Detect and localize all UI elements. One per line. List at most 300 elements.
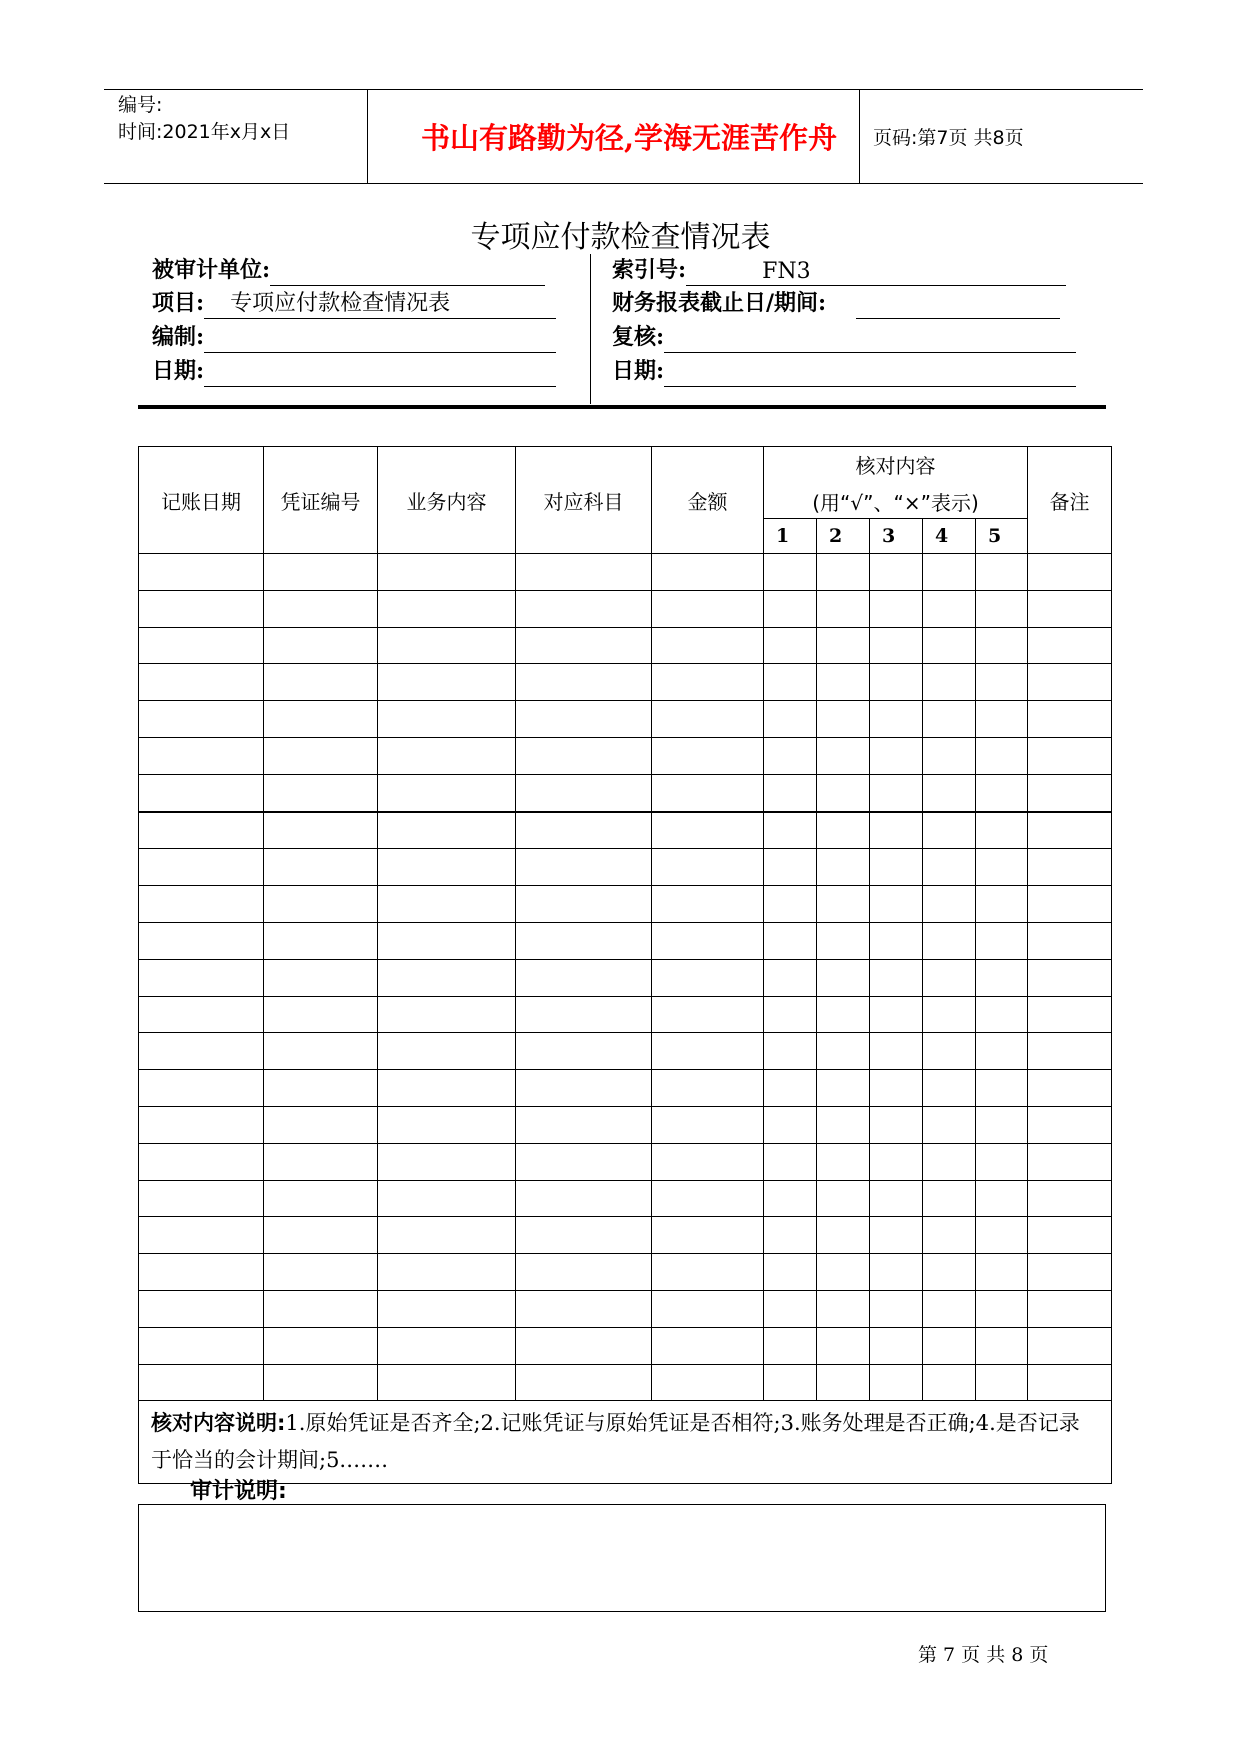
table-cell[interactable] [378,1364,516,1401]
table-cell[interactable] [764,1143,817,1180]
table-cell[interactable] [923,1217,976,1254]
table-cell[interactable] [817,774,870,811]
table-cell[interactable] [870,1364,923,1401]
table-cell[interactable] [516,701,652,738]
table-cell[interactable] [1028,1217,1112,1254]
table-cell[interactable] [870,922,923,959]
table-cell[interactable] [870,1217,923,1254]
table-cell[interactable] [870,1327,923,1364]
table-cell[interactable] [923,886,976,923]
date1-field[interactable] [204,359,556,387]
table-cell[interactable] [976,1033,1028,1070]
table-cell[interactable] [264,849,378,886]
table-cell[interactable] [764,1290,817,1327]
table-cell[interactable] [923,922,976,959]
table-cell[interactable] [139,774,264,811]
table-cell[interactable] [652,1254,764,1291]
table-cell[interactable] [923,1033,976,1070]
table-cell[interactable] [870,664,923,701]
col-check-title: 核对内容 [855,453,936,478]
table-cell[interactable] [264,1290,378,1327]
table-cell[interactable] [1028,1290,1112,1327]
table-cell[interactable] [516,1033,652,1070]
table-cell[interactable] [870,1106,923,1143]
review-label: 复核: [612,324,665,350]
table-cell[interactable] [139,1180,264,1217]
table-cell[interactable] [764,1254,817,1291]
table-cell[interactable] [139,1217,264,1254]
table-cell[interactable] [764,1217,817,1254]
table-cell[interactable] [870,737,923,774]
table-cell[interactable] [652,627,764,664]
table-cell[interactable] [516,849,652,886]
table-cell[interactable] [817,1143,870,1180]
table-cell[interactable] [1028,996,1112,1033]
table-cell[interactable] [378,1106,516,1143]
project-label: 项目: [152,290,205,316]
table-cell[interactable] [870,849,923,886]
table-cell[interactable] [264,590,378,627]
table-cell[interactable] [870,1254,923,1291]
table-cell[interactable] [923,627,976,664]
table-cell[interactable] [264,737,378,774]
table-cell[interactable] [1028,1364,1112,1401]
table-cell[interactable] [976,1327,1028,1364]
table-cell[interactable] [264,1254,378,1291]
table-cell[interactable] [817,627,870,664]
table-cell[interactable] [264,701,378,738]
table-cell[interactable] [1028,1143,1112,1180]
table-cell[interactable] [923,996,976,1033]
table-cell[interactable] [516,1106,652,1143]
table-cell[interactable] [764,1070,817,1107]
table-cell[interactable] [378,1327,516,1364]
info-divider [590,254,591,404]
table-cell[interactable] [139,701,264,738]
table-cell[interactable] [870,1143,923,1180]
table-row [139,1070,1112,1107]
table-cell[interactable] [652,959,764,996]
table-cell[interactable] [976,1217,1028,1254]
table-row [139,1217,1112,1254]
table-cell[interactable] [764,590,817,627]
table-cell[interactable] [923,1327,976,1364]
table-cell[interactable] [516,774,652,811]
table-cell[interactable] [264,774,378,811]
table-cell[interactable] [516,886,652,923]
table-cell[interactable] [264,627,378,664]
table-cell[interactable] [817,1254,870,1291]
table-cell[interactable] [516,590,652,627]
table-row [139,959,1112,996]
review-field[interactable] [664,325,1076,353]
table-cell[interactable] [764,1180,817,1217]
table-cell[interactable] [264,1033,378,1070]
table-cell[interactable] [817,1290,870,1327]
table-cell[interactable] [870,1290,923,1327]
table-cell[interactable] [378,1070,516,1107]
number-label: 编号: [118,94,163,116]
table-cell[interactable] [139,590,264,627]
table-cell[interactable] [976,922,1028,959]
table-cell[interactable] [378,996,516,1033]
col-date: 记账日期 [139,447,264,554]
col-voucher: 凭证编号 [264,447,378,554]
table-cell[interactable] [516,1217,652,1254]
table-cell[interactable] [923,849,976,886]
table-cell[interactable] [516,737,652,774]
time-label: 时间:2021年x月x日 [118,121,291,143]
table-cell[interactable] [139,1143,264,1180]
table-cell[interactable] [1028,922,1112,959]
table-cell[interactable] [1028,812,1112,849]
table-cell[interactable] [378,922,516,959]
table-cell[interactable] [378,590,516,627]
table-cell[interactable] [976,1070,1028,1107]
table-cell[interactable] [870,1070,923,1107]
table-cell[interactable] [378,812,516,849]
table-cell[interactable] [378,664,516,701]
table-cell[interactable] [764,812,817,849]
table-cell[interactable] [378,1180,516,1217]
table-cell[interactable] [817,701,870,738]
table-cell[interactable] [516,922,652,959]
table-cell[interactable] [378,737,516,774]
table-row [139,627,1112,664]
table-cell[interactable] [264,996,378,1033]
table-cell[interactable] [1028,1070,1112,1107]
table-cell[interactable] [264,1106,378,1143]
table-row [139,554,1112,591]
table-cell[interactable] [516,1327,652,1364]
table-cell[interactable] [817,554,870,591]
table-cell[interactable] [139,1290,264,1327]
table-cell[interactable] [652,1070,764,1107]
table-cell[interactable] [976,1106,1028,1143]
table-cell[interactable] [923,1180,976,1217]
table-cell[interactable] [139,1327,264,1364]
project-row [152,289,556,319]
check-table [138,446,1112,1484]
table-cell[interactable] [264,1070,378,1107]
table-cell[interactable] [516,959,652,996]
table-cell[interactable] [923,1106,976,1143]
table-cell[interactable] [1028,737,1112,774]
table-cell[interactable] [139,664,264,701]
table-cell[interactable] [264,922,378,959]
table-cell[interactable] [516,996,652,1033]
table-cell[interactable] [652,812,764,849]
table-cell[interactable] [652,886,764,923]
table-cell[interactable] [378,701,516,738]
table-cell[interactable] [652,1143,764,1180]
table-cell[interactable] [652,1217,764,1254]
table-cell[interactable] [764,664,817,701]
review-row [612,323,1076,353]
table-cell[interactable] [139,1254,264,1291]
table-cell[interactable] [378,886,516,923]
table-cell[interactable] [976,1290,1028,1327]
table-cell[interactable] [764,996,817,1033]
audit-label: 审计说明: [190,1479,287,1504]
table-row [139,849,1112,886]
table-cell[interactable] [1028,1327,1112,1364]
header-page-label: 页码:第7页 共8页 [873,127,1024,149]
table-cell[interactable] [378,849,516,886]
table-cell[interactable] [764,1327,817,1364]
check-num-2: 2 [817,519,870,554]
period-field[interactable] [856,291,1060,319]
table-cell[interactable] [652,1033,764,1070]
table-cell[interactable] [764,886,817,923]
table-cell[interactable] [870,1180,923,1217]
table-cell[interactable] [378,1290,516,1327]
table-cell[interactable] [652,1364,764,1401]
table-cell[interactable] [976,1254,1028,1291]
table-cell[interactable] [516,1290,652,1327]
table-cell[interactable] [923,554,976,591]
table-cell[interactable] [1028,849,1112,886]
table-cell[interactable] [264,1327,378,1364]
table-cell[interactable] [764,627,817,664]
table-cell[interactable] [923,774,976,811]
table-cell[interactable] [652,590,764,627]
date2-field[interactable] [664,359,1076,387]
table-cell[interactable] [923,812,976,849]
table-cell[interactable] [923,1070,976,1107]
table-cell[interactable] [764,701,817,738]
table-cell[interactable] [652,664,764,701]
table-cell[interactable] [817,996,870,1033]
table-cell[interactable] [264,1143,378,1180]
audited-unit-field[interactable] [270,258,545,286]
table-cell[interactable] [516,627,652,664]
table-cell[interactable] [817,959,870,996]
table-cell[interactable] [516,1070,652,1107]
index-field[interactable]: FN3 [686,258,1066,286]
table-cell[interactable] [870,554,923,591]
table-cell[interactable] [1028,701,1112,738]
table-cell[interactable] [516,1180,652,1217]
table-cell[interactable] [870,996,923,1033]
table-cell[interactable] [923,1364,976,1401]
header-motto: 书山有路勤为径,学海无涯苦作舟 [420,121,838,155]
check-num-4: 4 [923,519,976,554]
table-cell[interactable] [923,1254,976,1291]
table-cell[interactable] [139,996,264,1033]
table-cell[interactable] [817,1364,870,1401]
table-cell[interactable] [817,1327,870,1364]
col-check [764,447,1028,519]
table-cell[interactable] [870,774,923,811]
table-cell[interactable] [817,922,870,959]
table-cell[interactable] [764,922,817,959]
table-row [139,922,1112,959]
table-cell[interactable] [1028,554,1112,591]
table-cell[interactable] [139,886,264,923]
table-cell[interactable] [264,1364,378,1401]
table-cell[interactable] [139,554,264,591]
table-cell[interactable] [976,664,1028,701]
table-cell[interactable] [923,1143,976,1180]
table-cell[interactable] [139,1106,264,1143]
table-cell[interactable] [516,1143,652,1180]
project-field[interactable]: 专项应付款检查情况表 [204,291,556,319]
table-cell[interactable] [139,1070,264,1107]
table-cell[interactable] [1028,886,1112,923]
table-cell[interactable] [976,996,1028,1033]
table-row [139,1143,1112,1180]
table-cell[interactable] [652,1327,764,1364]
table-cell[interactable] [923,701,976,738]
table-cell[interactable] [976,1180,1028,1217]
table-cell[interactable] [516,1254,652,1291]
table-cell[interactable] [764,774,817,811]
table-cell[interactable] [817,1180,870,1217]
table-cell[interactable] [923,1290,976,1327]
table-cell[interactable] [264,664,378,701]
notes-row [139,1401,1112,1484]
table-cell[interactable] [264,812,378,849]
table-cell[interactable] [652,701,764,738]
table-cell[interactable] [976,959,1028,996]
notes-cell [139,1401,1112,1484]
table-cell[interactable] [1028,959,1112,996]
table-cell[interactable] [870,812,923,849]
table-cell[interactable] [870,627,923,664]
table-cell[interactable] [976,627,1028,664]
table-cell[interactable] [264,1217,378,1254]
table-cell[interactable] [516,812,652,849]
table-cell[interactable] [652,1106,764,1143]
table-cell[interactable] [264,959,378,996]
table-cell[interactable] [817,1217,870,1254]
table-cell[interactable] [1028,627,1112,664]
table-cell[interactable] [264,886,378,923]
table-cell[interactable] [976,812,1028,849]
table-cell[interactable] [1028,1254,1112,1291]
table-cell[interactable] [378,774,516,811]
table-cell[interactable] [817,1033,870,1070]
table-row [139,737,1112,774]
table-cell[interactable] [870,701,923,738]
table-cell[interactable] [764,849,817,886]
table-row [139,664,1112,701]
audit-notes-box[interactable] [138,1504,1106,1612]
table-cell[interactable] [139,1033,264,1070]
table-cell[interactable] [1028,1033,1112,1070]
table-cell[interactable] [817,812,870,849]
table-cell[interactable] [817,1070,870,1107]
table-cell[interactable] [817,664,870,701]
table-cell[interactable] [652,849,764,886]
table-cell[interactable] [976,1364,1028,1401]
document-header [104,89,1143,184]
table-cell[interactable] [817,849,870,886]
table-cell[interactable] [139,812,264,849]
table-cell[interactable] [1028,664,1112,701]
table-cell[interactable] [1028,590,1112,627]
table-cell[interactable] [870,590,923,627]
prepared-field[interactable] [204,325,556,353]
table-cell[interactable] [516,554,652,591]
table-cell[interactable] [378,1033,516,1070]
table-cell[interactable] [976,701,1028,738]
date1-label: 日期: [152,358,205,384]
period-label: 财务报表截止日/期间: [612,290,827,316]
table-cell[interactable] [264,1180,378,1217]
table-cell[interactable] [139,959,264,996]
table-cell[interactable] [652,1290,764,1327]
table-cell[interactable] [817,1106,870,1143]
table-cell[interactable] [516,664,652,701]
table-cell[interactable] [652,996,764,1033]
table-cell[interactable] [652,774,764,811]
table-cell[interactable] [652,554,764,591]
table-cell[interactable] [764,959,817,996]
table-cell[interactable] [378,554,516,591]
table-cell[interactable] [817,590,870,627]
table-cell[interactable] [870,1033,923,1070]
table-cell[interactable] [764,737,817,774]
table-cell[interactable] [976,774,1028,811]
table-cell[interactable] [378,627,516,664]
table-cell[interactable] [378,1143,516,1180]
table-cell[interactable] [976,849,1028,886]
table-cell[interactable] [976,886,1028,923]
header-rule [138,405,1106,409]
table-cell[interactable] [139,627,264,664]
table-cell[interactable] [378,959,516,996]
table-cell[interactable] [870,959,923,996]
table-cell[interactable] [976,590,1028,627]
table-row [139,1290,1112,1327]
table-cell[interactable] [923,959,976,996]
table-cell[interactable] [870,886,923,923]
table-cell[interactable] [516,1364,652,1401]
table-cell[interactable] [378,1217,516,1254]
table-cell[interactable] [652,1180,764,1217]
table-body [139,554,1112,1401]
table-cell[interactable] [923,664,976,701]
table-cell[interactable] [817,737,870,774]
table-cell[interactable] [1028,1106,1112,1143]
table-cell[interactable] [764,1364,817,1401]
date1-row [152,357,556,387]
table-cell[interactable] [139,849,264,886]
table-cell[interactable] [139,922,264,959]
table-cell[interactable] [652,737,764,774]
table-cell[interactable] [652,922,764,959]
table-cell[interactable] [976,737,1028,774]
table-cell[interactable] [139,737,264,774]
table-cell[interactable] [976,554,1028,591]
table-cell[interactable] [923,590,976,627]
table-cell[interactable] [817,886,870,923]
table-cell[interactable] [1028,774,1112,811]
table-cell[interactable] [139,1364,264,1401]
table-cell[interactable] [764,1106,817,1143]
index-row [612,256,1066,286]
table-cell[interactable] [976,1143,1028,1180]
check-num-5: 5 [976,519,1028,554]
table-cell[interactable] [1028,1180,1112,1217]
table-cell[interactable] [764,554,817,591]
table-cell[interactable] [378,1254,516,1291]
table-cell[interactable] [923,737,976,774]
table-cell[interactable] [764,1033,817,1070]
table-cell[interactable] [264,554,378,591]
